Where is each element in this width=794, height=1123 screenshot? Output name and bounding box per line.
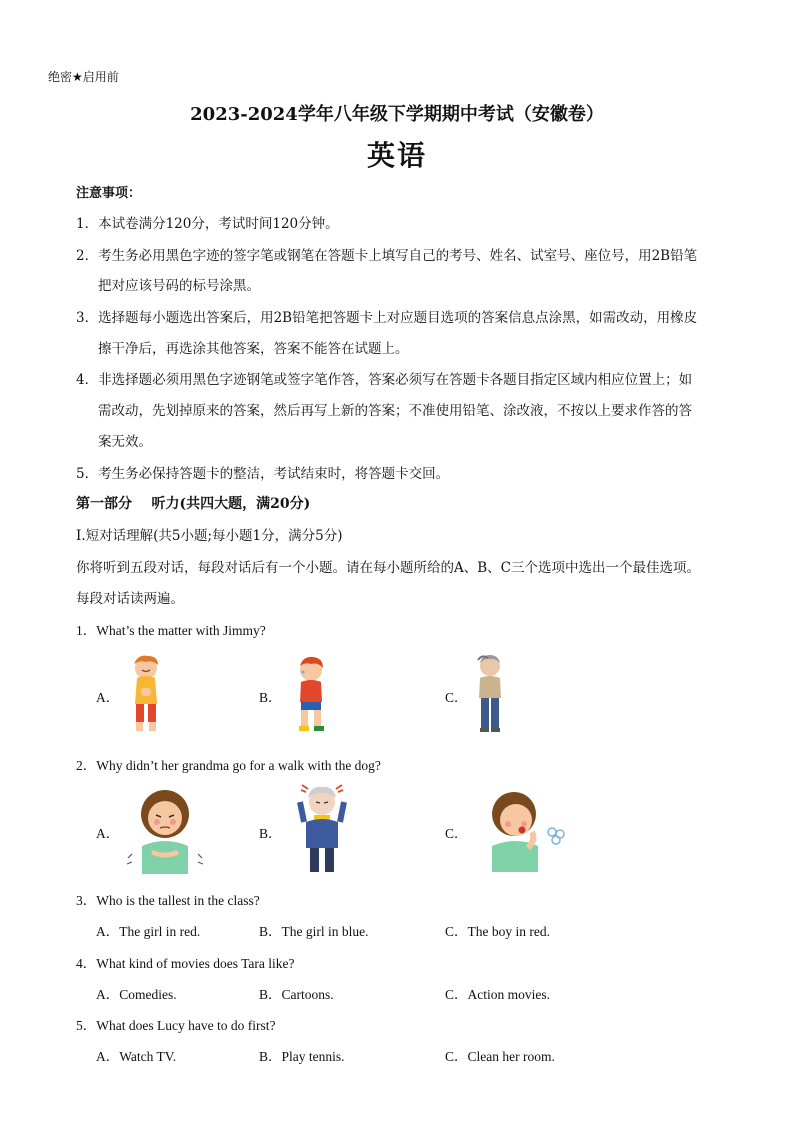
q2-option-b[interactable]: B． [259, 826, 282, 841]
notice-item-2: 2．考生务必用黑色字迹的签字笔或钢笔在答题卡上填写自己的考号、姓名、试室号、座位号，用2B铅笔 [76, 248, 698, 264]
q5-option-c[interactable]: C．Clean her room. [445, 1049, 555, 1064]
woman-cold-shivering-icon [126, 784, 204, 876]
notice-item-4: 4．非选择题必须用黑色字迹钢笔或签字笔作答，答案必须写在答题卡各题目指定区域内相应位置上；如 [76, 372, 693, 388]
question-3-stem: 3．Who is the tallest in the class? [76, 893, 260, 908]
notice-item-2-cont: 把对应该号码的标号涂黑。 [98, 278, 260, 294]
q4-option-c[interactable]: C．Action movies. [445, 987, 550, 1002]
section-subheading: Ⅰ.短对话理解(共5小题;每小题1分，满分5分) [76, 528, 343, 544]
boy-hurt-knee-icon [288, 654, 334, 734]
notice-item-3: 3．选择题每小题选出答案后，用2B铅笔把答题卡上对应题目选项的答案信息点涂黑，如需改动，用橡皮 [76, 310, 698, 326]
q1-option-a[interactable]: A． [96, 690, 120, 705]
q3-option-b[interactable]: B．The girl in blue. [259, 924, 369, 939]
grandma-headache-icon [298, 782, 346, 878]
notice-item-3-cont: 擦干净后，再选涂其他答案，答案不能答在试题上。 [98, 341, 409, 357]
q3-option-c[interactable]: C．The boy in red. [445, 924, 550, 939]
q1-option-b[interactable]: B． [259, 690, 282, 705]
question-2-stem: 2．Why didn’t her grandma go for a walk with the dog? [76, 758, 381, 773]
q3-option-a[interactable]: A．The girl in red. [96, 924, 201, 939]
section-instruction: 你将听到五段对话，每段对话后有一个小题。请在每小题所给的A、B、C三个选项中选出一个最佳选项。 [76, 560, 700, 576]
notice-item-4-cont2: 案无效。 [98, 434, 152, 450]
question-4-stem: 4．What kind of movies does Tara like? [76, 956, 295, 971]
question-5-stem: 5．What does Lucy have to do first? [76, 1018, 276, 1033]
man-headache-icon [470, 652, 510, 736]
woman-coughing-icon [478, 788, 568, 874]
q1-option-c[interactable]: C． [445, 690, 468, 705]
q4-option-b[interactable]: B．Cartoons. [259, 987, 334, 1002]
q2-option-a[interactable]: A． [96, 826, 120, 841]
q5-option-a[interactable]: A．Watch TV. [96, 1049, 177, 1064]
notice-heading: 注意事项： [76, 186, 142, 201]
exam-title: 2023-2024学年八年级下学期期中考试（安徽卷） [190, 104, 604, 125]
q2-option-c[interactable]: C． [445, 826, 468, 841]
section-instruction-cont: 每段对话读两遍。 [76, 591, 184, 607]
notice-item-5: 5．考生务必保持答题卡的整洁，考试结束时，将答题卡交回。 [76, 466, 450, 482]
q4-option-a[interactable]: A．Comedies. [96, 987, 177, 1002]
question-1-stem: 1．What’s the matter with Jimmy? [76, 623, 266, 638]
boy-stomachache-icon [120, 652, 172, 734]
section-heading: 第一部分 听力(共四大题，满20分) [76, 496, 311, 512]
notice-item-1: 1．本试卷满分120分，考试时间120分钟。 [76, 216, 339, 232]
subject-title: 英语 [366, 139, 427, 172]
confidential-label: 绝密★启用前 [48, 70, 119, 84]
notice-item-4-cont: 需改动，先划掉原来的答案，然后再写上新的答案；不准使用铅笔、涂改液，不按以上要求作答的答 [98, 403, 692, 419]
q5-option-b[interactable]: B．Play tennis. [259, 1049, 345, 1064]
